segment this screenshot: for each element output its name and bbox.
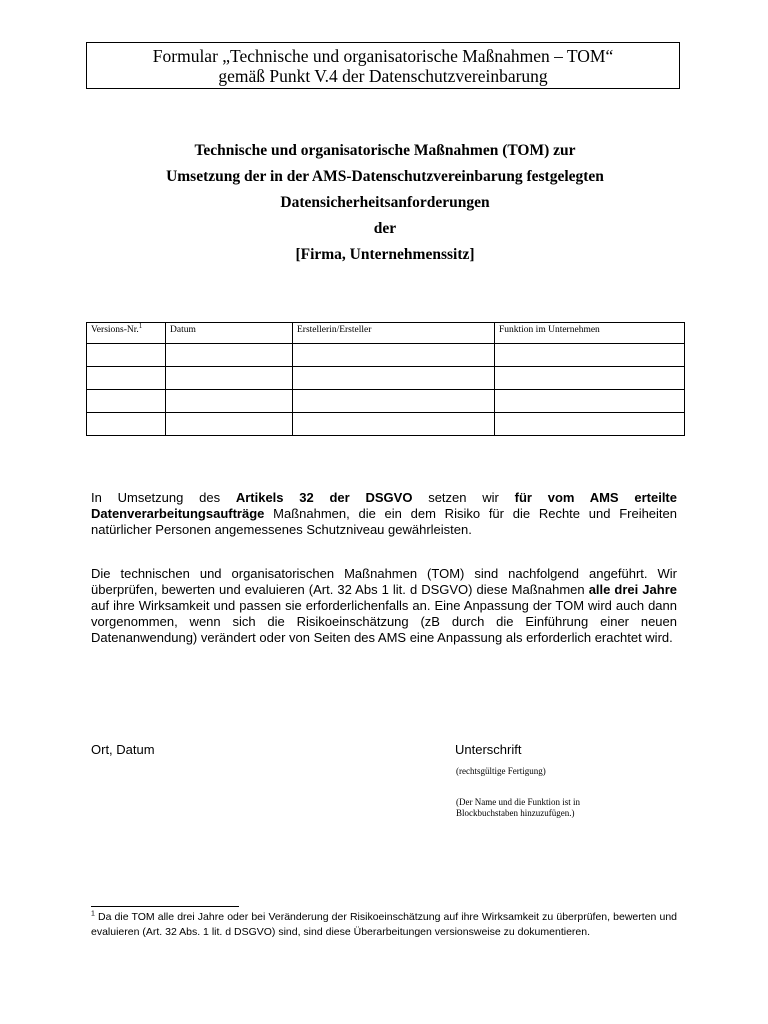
document-title xyxy=(86,138,684,268)
footnote xyxy=(91,910,677,940)
footnote-text: Da die TOM alle drei Jahre oder bei Veränderung der Risikoeinschätzung auf ihre Wirksamkeit zu überprüfen, bewerten und evaluieren (Art. 32 Abs. 1 lit. d DSGVO) sind, sind diese Überarbeitungen versionsweise zu dokumentieren. xyxy=(91,911,677,938)
table-cell[interactable] xyxy=(495,390,685,413)
signature-note-legal: (rechtsgültige Fertigung) xyxy=(456,766,546,776)
table-cell[interactable] xyxy=(87,390,166,413)
footnote-divider xyxy=(91,906,239,907)
signature-note-block-letters: (Der Name und die Funktion ist in Blockbuchstaben hinzuzufügen.) xyxy=(456,797,580,818)
version-table-header-row xyxy=(87,323,685,344)
paragraph1-text-1: In Umsetzung des xyxy=(91,490,236,505)
paragraph1-text-3: Maßnahmen, die ein dem Risiko für die Rechte und Freiheiten natürlicher Personen angemessenes Schutzniveau gewährleisten. xyxy=(91,506,677,537)
form-header-line-1: Formular „Technische und organisatorische Maßnahmen – TOM“ xyxy=(152,46,614,66)
header-author: Erstellerin/Ersteller xyxy=(293,323,495,344)
table-cell[interactable] xyxy=(87,367,166,390)
signature-label: Unterschrift xyxy=(455,742,522,757)
paragraph-article-32 xyxy=(91,490,677,538)
form-header-line-2: gemäß Punkt V.4 der Datenschutzvereinbarung xyxy=(218,66,548,86)
table-cell[interactable] xyxy=(166,367,293,390)
paragraph1-bold-2: für vom AMS erteilte Datenverarbeitungsaufträge xyxy=(91,490,677,521)
table-cell[interactable] xyxy=(293,344,495,367)
table-row xyxy=(87,367,685,390)
version-table xyxy=(86,322,685,436)
header-function: Funktion im Unternehmen xyxy=(495,323,685,344)
table-cell[interactable] xyxy=(495,367,685,390)
header-version-number xyxy=(87,323,166,344)
table-cell[interactable] xyxy=(166,413,293,436)
paragraph2-text-1: Die technischen und organisatorischen Maßnahmen (TOM) sind nachfolgend angeführt. Wir überprüfen, bewerten und evaluieren (Art. 32 Abs 1 lit. d DSGVO) diese Maßnahmen xyxy=(91,566,677,597)
footnote-ref: 1 xyxy=(138,321,143,330)
form-header-box xyxy=(86,42,680,89)
paragraph2-bold-1: alle drei Jahre xyxy=(588,582,677,597)
place-date-label: Ort, Datum xyxy=(91,742,155,757)
table-row xyxy=(87,344,685,367)
title-line-2: Umsetzung der in der AMS-Datenschutzvereinbarung festgelegten xyxy=(166,168,604,185)
table-cell[interactable] xyxy=(87,344,166,367)
table-cell[interactable] xyxy=(87,413,166,436)
table-cell[interactable] xyxy=(166,390,293,413)
table-cell[interactable] xyxy=(293,390,495,413)
paragraph1-text-2: setzen wir xyxy=(412,490,515,505)
table-cell[interactable] xyxy=(166,344,293,367)
table-row xyxy=(87,413,685,436)
title-line-5: [Firma, Unternehmenssitz] xyxy=(295,246,475,263)
table-cell[interactable] xyxy=(495,344,685,367)
table-cell[interactable] xyxy=(495,413,685,436)
title-line-1: Technische und organisatorische Maßnahmen (TOM) zur xyxy=(194,142,576,159)
header-date: Datum xyxy=(166,323,293,344)
header-version-number-label: Versions-Nr. xyxy=(91,325,139,335)
footnote-mark: 1 xyxy=(91,910,95,918)
title-line-4: der xyxy=(373,220,397,237)
table-cell[interactable] xyxy=(293,367,495,390)
paragraph1-bold-1: Artikels 32 der DSGVO xyxy=(235,490,413,505)
title-line-3: Datensicherheitsanforderungen xyxy=(280,194,490,211)
paragraph-tom-review xyxy=(91,566,677,646)
table-cell[interactable] xyxy=(293,413,495,436)
paragraph2-text-2: auf ihre Wirksamkeit und passen sie erforderlichenfalls an. Eine Anpassung der TOM wird auch dann vorgenommen, wenn sich die Risikoeinschätzung (zB durch die Einführung einer neuen Datenanwendung) verändert oder von Seiten des AMS eine Anpassung als erforderlich erachtet wird. xyxy=(91,598,677,645)
table-row xyxy=(87,390,685,413)
